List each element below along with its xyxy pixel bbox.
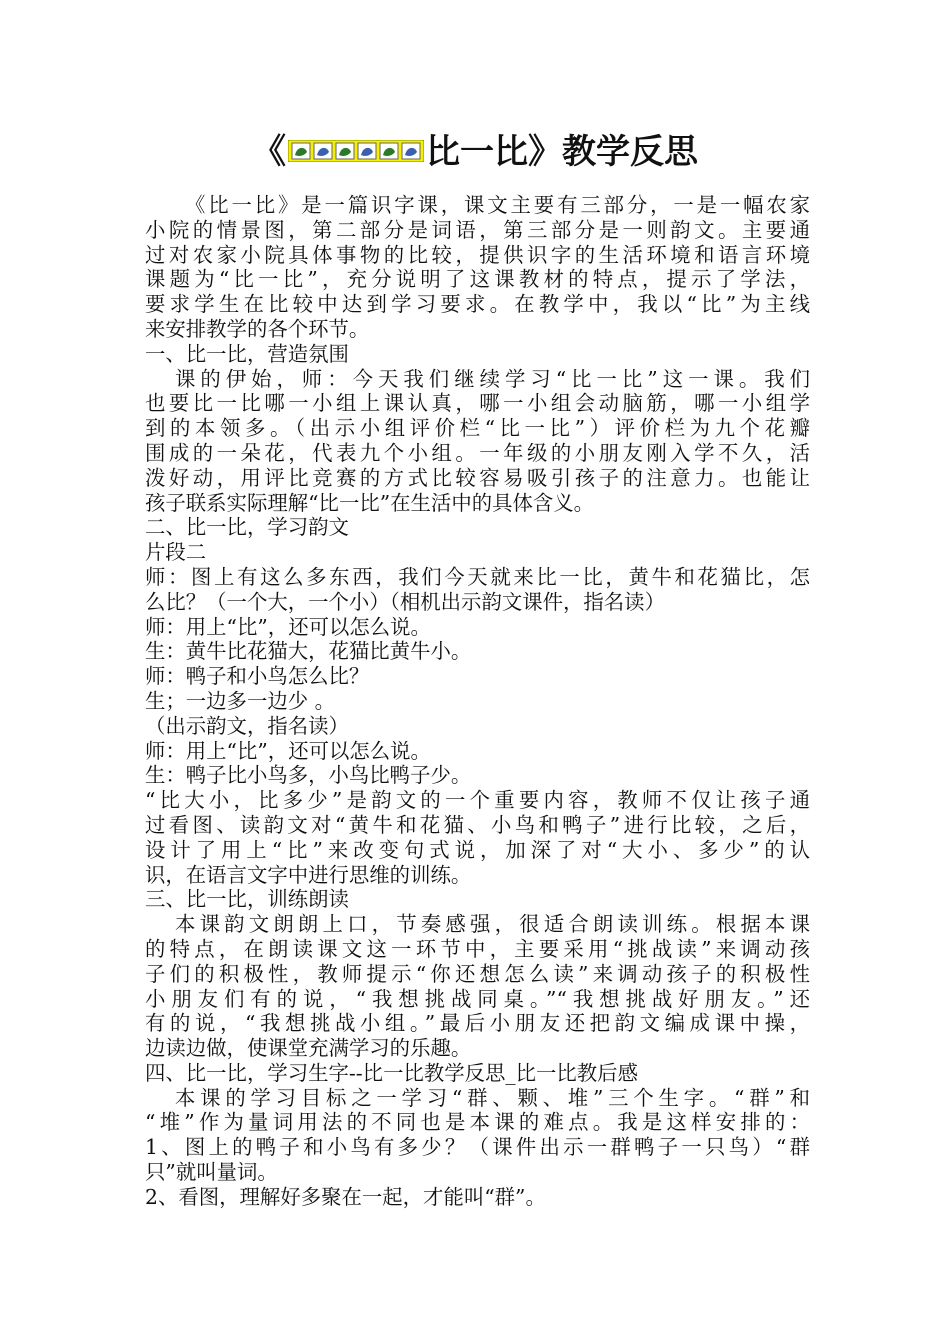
text-line: 片段二 bbox=[145, 540, 207, 565]
text-line: 来安排教学的各个环节。 bbox=[145, 316, 370, 341]
text-line: 设计了用上“比”来改变句式说，加深了对“大小、多少”的认 bbox=[145, 837, 810, 862]
text-line: 孩子联系实际理解“比一比”在生活中的具体含义。 bbox=[145, 490, 595, 515]
title-prefix: 《 bbox=[252, 132, 286, 172]
text-line: 的特点，在朗读课文这一环节中，主要采用“挑战读”来调动孩 bbox=[145, 936, 810, 961]
text-line: 小朋友们有的说，“我想挑战同桌。”“我想挑战好朋友。”还 bbox=[145, 986, 810, 1011]
text-line: 识，在语言文字中进行思维的训练。 bbox=[145, 862, 472, 887]
text-line: 生；一边多一边少 。 bbox=[145, 688, 335, 713]
document-body bbox=[145, 193, 810, 1210]
text-line: 师：用上“比”，还可以怎么说。 bbox=[145, 614, 431, 639]
tape-unit-icon bbox=[314, 143, 332, 159]
text-line: 到的本领多。（出示小组评价栏“比一比”）评价栏为九个花瓣 bbox=[145, 416, 810, 441]
tape-unit-icon bbox=[336, 143, 354, 159]
text-line: 生：鸭子比小鸟多，小鸟比鸭子少。 bbox=[145, 763, 472, 788]
text-line: 生：黄牛比花猫大，花猫比黄牛小。 bbox=[145, 639, 472, 664]
text-line: 2、看图，理解好多聚在一起，才能叫“群”。 bbox=[145, 1184, 546, 1209]
text-line: 师：用上“比”，还可以怎么说。 bbox=[145, 738, 431, 763]
text-line: 过看图、读韵文对“黄牛和花猫、小鸟和鸭子”进行比较，之后， bbox=[145, 812, 810, 837]
text-line: 只”就叫量词。 bbox=[145, 1160, 278, 1185]
text-line: “比大小，比多少”是韵文的一个重要内容，教师不仅让孩子通 bbox=[145, 788, 810, 813]
title-suffix: 比一比》教学反思 bbox=[426, 132, 698, 172]
text-line: 师：鸭子和小鸟怎么比？ bbox=[145, 664, 370, 689]
text-line: 过对农家小院具体事物的比较，提供识字的生活环境和语言环境 bbox=[145, 242, 810, 267]
tape-unit-icon bbox=[380, 143, 398, 159]
section-heading: 一、比一比，营造氛围 bbox=[145, 341, 349, 366]
text-line: 《比一比》是一篇识字课，课文主要有三部分，一是一幅农家 bbox=[185, 193, 810, 217]
tape-unit-icon bbox=[292, 143, 310, 159]
text-line: 子们的积极性，教师提示“你还想怎么读”来调动孩子的积极性 bbox=[145, 961, 810, 986]
text-line: 本课韵文朗朗上口，节奏感强，很适合朗读训练。根据本课 bbox=[175, 912, 810, 937]
text-line: 课的伊始，师：今天我们继续学习“比一比”这一课。我们 bbox=[175, 366, 810, 391]
tape-unit-icon bbox=[402, 143, 420, 159]
document-title bbox=[0, 128, 950, 176]
section-heading: 三、比一比，训练朗读 bbox=[145, 887, 349, 912]
tape-unit-icon bbox=[358, 143, 376, 159]
text-line: 1、图上的鸭子和小鸟有多少？（课件出示一群鸭子一只鸟）“群 bbox=[145, 1135, 810, 1160]
text-line: 要求学生在比较中达到学习要求。在教学中，我以“比”为主线 bbox=[145, 292, 810, 317]
text-line: 围成的一朵花，代表九个小组。一年级的小朋友刚入学不久，活 bbox=[145, 440, 810, 465]
text-line: 小院的情景图，第二部分是词语，第三部分是一则韵文。主要通 bbox=[145, 217, 810, 242]
section-heading: 四、比一比，学习生字--比一比教学反思_比一比教后感 bbox=[145, 1060, 638, 1085]
text-line: 边读边做，使课堂充满学习的乐趣。 bbox=[145, 1036, 472, 1061]
text-line: 课题为“比一比”，充分说明了这课教材的特点，提示了学法， bbox=[145, 267, 810, 292]
text-line: 么比？（一个大，一个小）（相机出示韵文课件，指名读） bbox=[145, 589, 665, 614]
text-line: （出示韵文，指名读） bbox=[145, 713, 349, 738]
text-line: 师：图上有这么多东西，我们今天就来比一比，黄牛和花猫比，怎 bbox=[145, 564, 810, 589]
text-line: 有的说，“我想挑战小组。”最后小朋友还把韵文编成课中操， bbox=[145, 1011, 810, 1036]
text-line: 本课的学习目标之一学习“群、颗、堆”三个生字。“群”和 bbox=[175, 1085, 810, 1110]
text-line: “堆”作为量词用法的不同也是本课的难点。我是这样安排的： bbox=[145, 1110, 810, 1135]
text-line: 泼好动，用评比竞赛的方式比较容易吸引孩子的注意力。也能让 bbox=[145, 465, 810, 490]
tape-pattern-icon bbox=[288, 140, 424, 162]
text-line: 也要比一比哪一小组上课认真，哪一小组会动脑筋，哪一小组学 bbox=[145, 391, 810, 416]
section-heading: 二、比一比，学习韵文 bbox=[145, 515, 349, 540]
